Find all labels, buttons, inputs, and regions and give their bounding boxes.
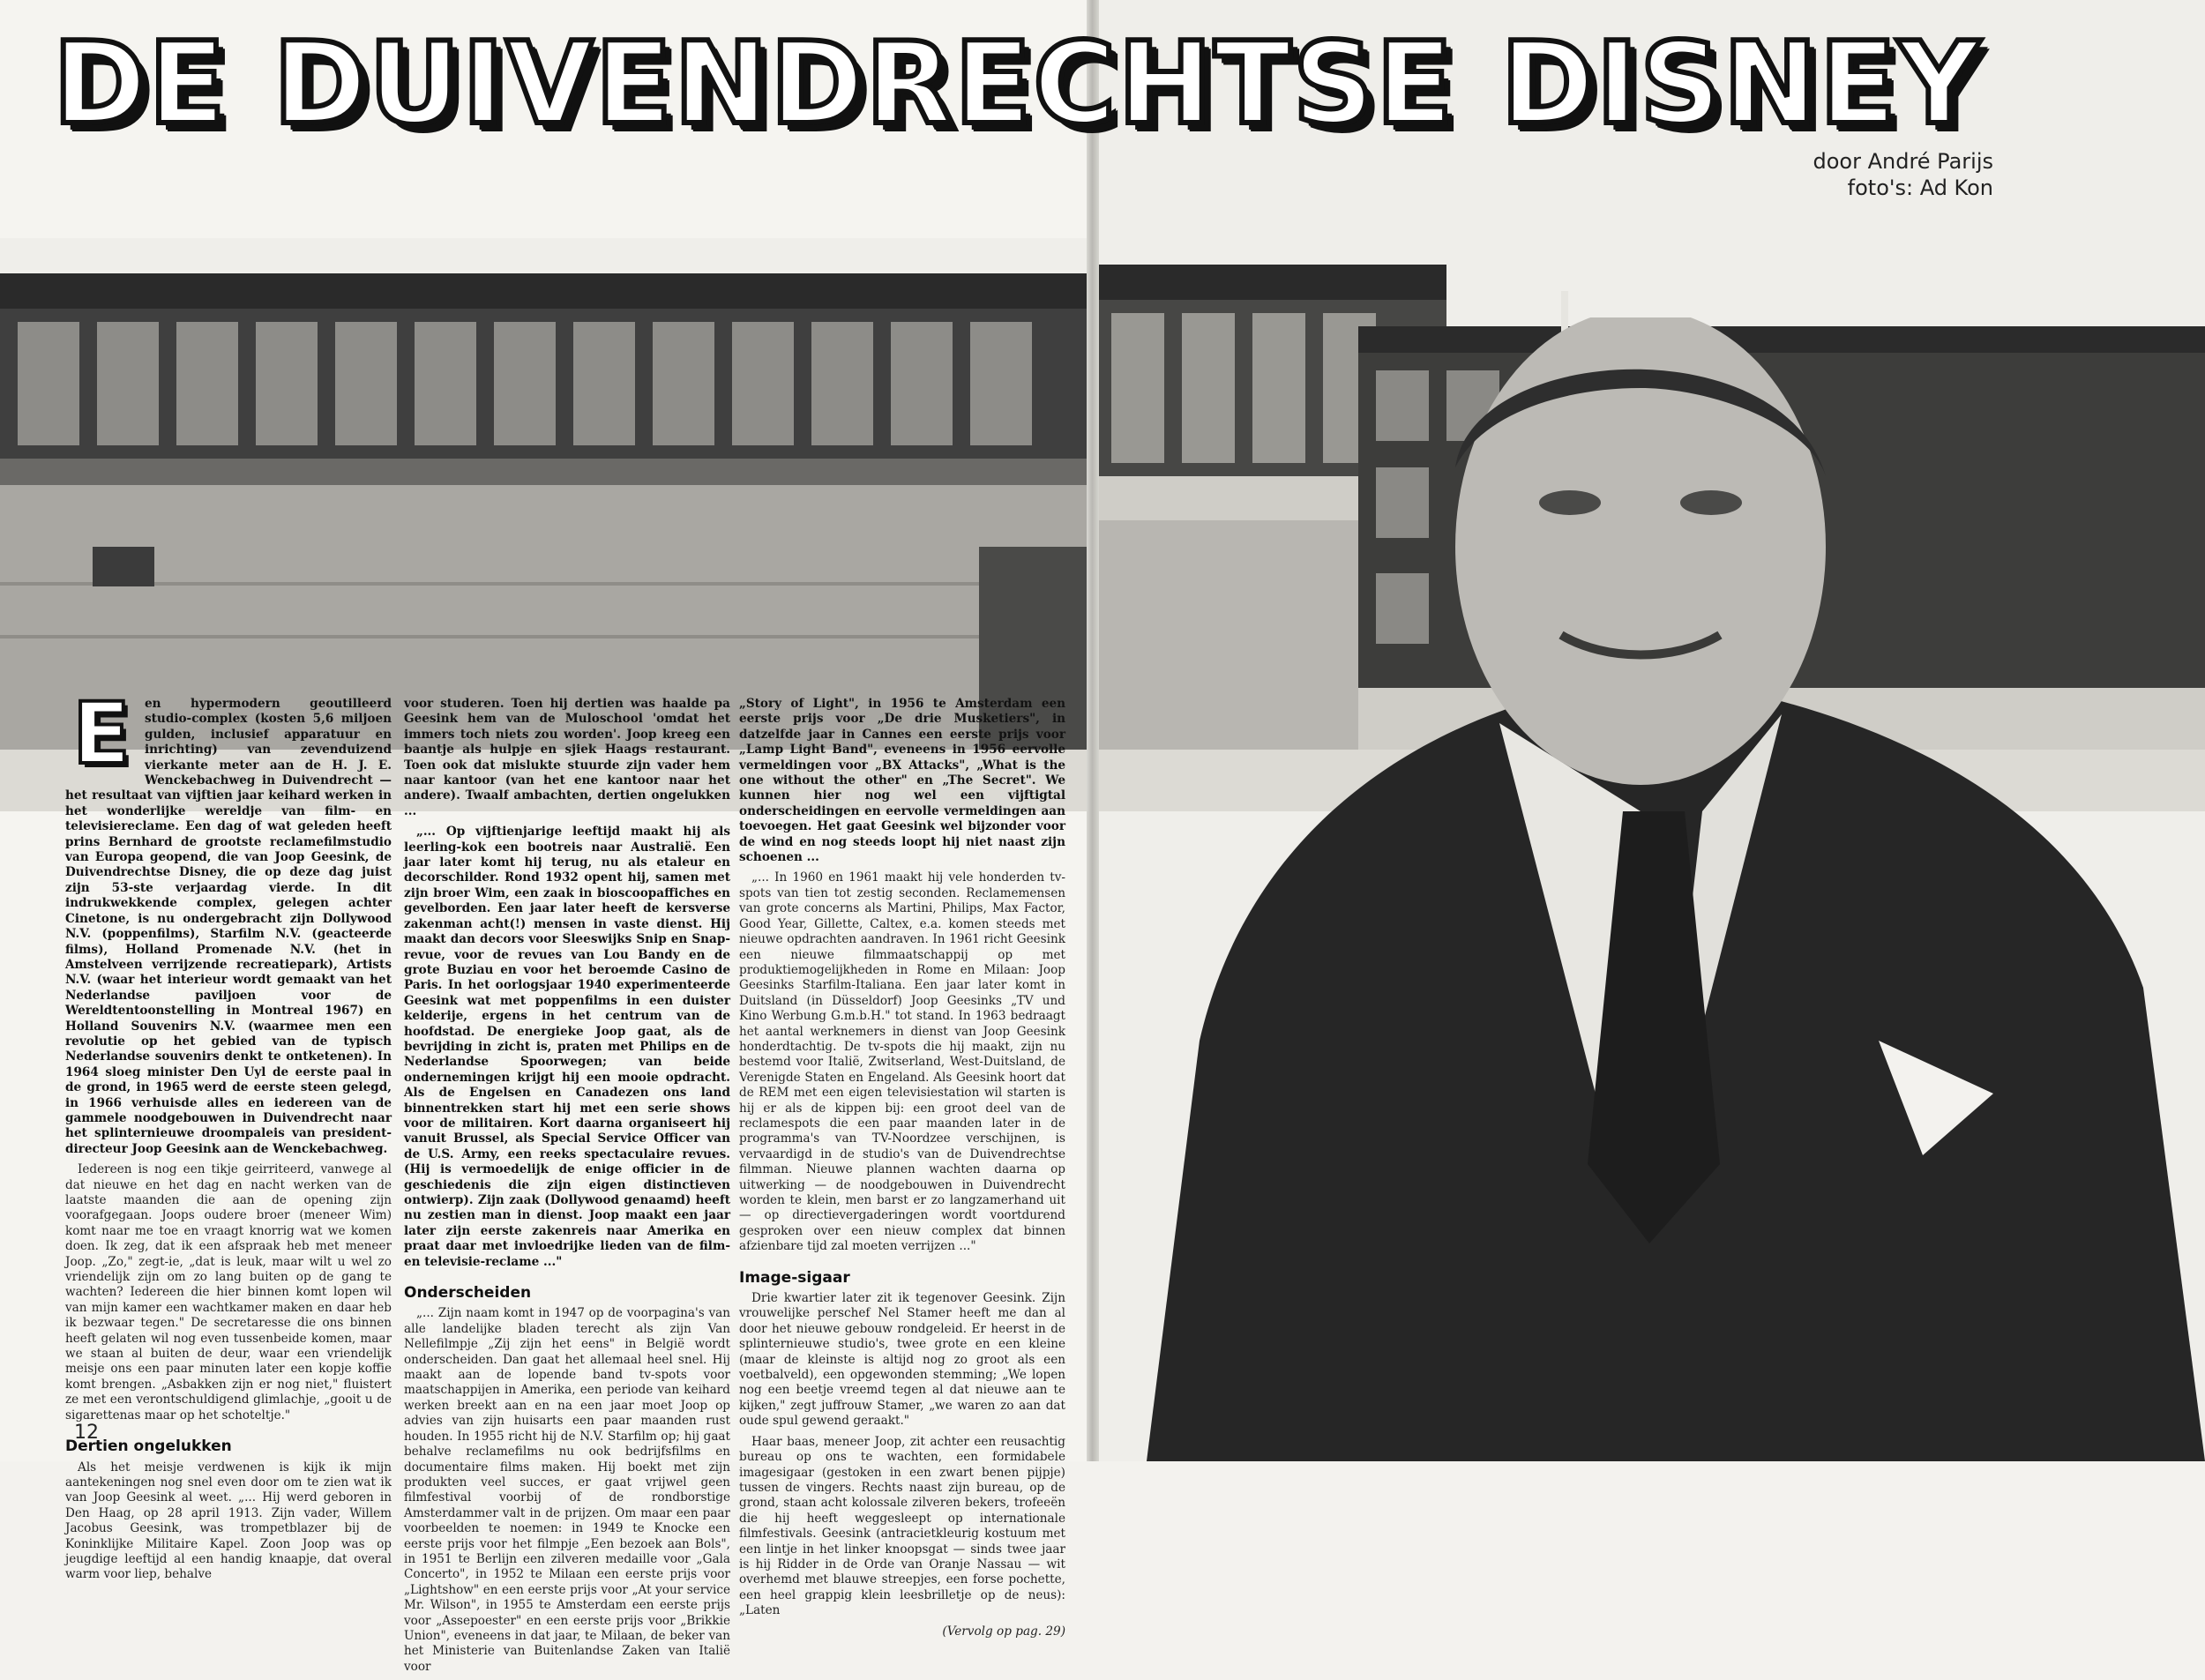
subheading-dertien-ongelukken: Dertien ongelukken (65, 1437, 232, 1456)
article-column-3 (739, 697, 1065, 1645)
article-paragraph: Haar baas, meneer Joop, zit achter een reusachtig bureau op ons te wachten, een formidabele imagesigaar (gestoken in een zwart benen pijpje) tussen de vingers. Rechts naast zijn bureau, op de grond, staan acht kolossale zilveren bekers, trofeeën die hij heeft weggesleept op internationale filmfestivals. Geesink (antracietkleurig kostuum met een lintje in het linker knoopsgat — sinds twee jaar is hij Ridder in de Orde van Oranje Nassau — wit overhemd met blauwe streepjes, een forse pochette, een heel grappig klein leesbrilletje op de neus): „Laten (739, 1434, 1065, 1618)
headline-word-disney: DISNEY (1500, 19, 1982, 150)
dropcap: E (72, 684, 131, 783)
article-paragraph: „... Op vijftienjarige leeftijd maakt hij als leerling-kok een bootreis naar Australië. Een jaar later komt hij terug, nu als etaleur en decorschilder. Rond 1932 opent hij, samen met zijn broer Wim, een zaak in bioscoopaffiches en gevelborden. Een jaar later heeft de kersverse zakenman acht(!) mensen in vaste dienst. Hij maakt dan decors voor Sleeswijks Snip en Snap-revue, voor de revues van Lou Bandy en de grote Buziau en voor het beroemde Casino de Paris. In het oorlogsjaar 1940 experimenteerde Geesink wat met poppenfilms in een duister kelderije, ergens in het centrum van de hoofdstad. De energieke Joop gaat, als de bevrijding in zicht is, praten met Philips en de Nederlandse Spoorwegen; van beide ondernemingen krijgt hij een mooie opdracht. Als de Engelsen en Canadezen ons land binnentrekken start hij met een serie shows voor de militairen. Kort daarna organiseert hij vanuit Brussel, als Special Service Officer van de U.S. Army, een reeks spectaculaire revues. (Hij is vermoedelijk de enige officier in de geschiedenis die zijn eigen distinctieven ontwierp). Zijn zaak (Dollywood genaamd) heeft nu zestien man in dienst. Joop maakt een jaar later zijn eerste zakenreis naar Amerika en praat daar met invloedrijke lieden van de film- en televisie-reclame ..." (404, 825, 730, 1269)
article-intro: en hypermodern geoutilleerd studio-complex (kosten 5,6 miljoen gulden, inclusief apparatuur en inrichting) van zevenduizend vierkante meter aan de H. J. E. Wenckebachweg in Duivendrecht — het resultaat van vijftien jaar keihard werken in het wonderlijke wereldje van film- en televisiereclame. Een dag of wat geleden heeft prins Bernhard de grootste reclamefilmstudio van Europa geopend, die van Joop Geesink, de Duivendrechtse Disney, die op deze dag juist zijn 53-ste verjaardag vierde. In dit indrukwekkende complex, gelegen achter Cinetone, is nu ondergebracht zijn Dollywood N.V. (poppenfilms), Starfilm N.V. (geacteerde films), Holland Promenade N.V. (het in Amstelveen verrijzende recreatiepark), Artists N.V. (waar het interieur wordt gemaakt van het Nederlandse paviljoen voor de Wereldtentoonstelling in Montreal 1967) en Holland Souvenirs N.V. (waarmee men een revolutie op het gebied van de typisch Nederlandse souvenirs denkt te ontketenen). In 1964 sloeg minister Den Uyl de eerste paal in de grond, in 1965 werd de eerste steen gelegd, in 1966 verhuisde alles en iedereen van de gammele noodgebouwen in Duivendrecht naar het splinternieuwe droompaleis van president-directeur Joop Geesink aan de Wenckebachweg. (65, 697, 392, 1156)
article-paragraph: Als het meisje verdwenen is kijk ik mijn aantekeningen nog snel even door om te zien wat ik van Joop Geesink al weet. „... Hij werd geboren in Den Haag, op 28 april 1913. Zijn vader, Willem Jacobus Geesink, was trompetblazer bij de Koninklijke Militaire Kapel. Zoon Joop was op jeugdige leeftijd al een handig knaapje, dat overal warm voor liep, behalve (65, 1460, 392, 1582)
continued-note: (Vervolg op pag. 29) (942, 1624, 1065, 1639)
article-paragraph: voor studeren. Toen hij dertien was haalde pa Geesink hem van de Muloschool 'omdat het immers toch niets zou worden'. Joop kreeg een baantje als hulpje en sjiek Haags restaurant. Toen ook dat mislukte stuurde zijn vader hem naar kantoor (van het ene kantoor naar het andere). Twaalf ambachten, dertien ongelukken ... (404, 697, 730, 818)
article-column-1 (65, 684, 392, 1588)
headline-word-duivendrechtse: DUIVENDRECHTSE (273, 19, 1455, 150)
page-number: 12 (74, 1422, 99, 1444)
subheading-onderscheiden: Onderscheiden (404, 1284, 532, 1303)
headline-word-de: DE (53, 19, 228, 150)
article-paragraph: Drie kwartier later zit ik tegenover Geesink. Zijn vrouwelijke perschef Nel Stamer heeft me dan al door het nieuwe gebouw rondgeleid. Er heerst in de splinternieuwe studio's, twee grote en een kleine (maar de kleinste is altijd nog zo groot als een voetbalveld), een opgewonden stemming; „We lopen nog een beetje vreemd tegen al dat nieuwe aan te kijken," zegt juffrouw Stamer, „we waren zo aan dat oude spul gewend geraakt." (739, 1291, 1065, 1429)
portrait-photo (1147, 317, 2205, 1461)
byline-author: door André Parijs (1813, 149, 1993, 174)
article-paragraph: „... In 1960 en 1961 maakt hij vele honderden tv-spots van tien tot zestig seconden. Reclamemensen van grote concerns als Martini, Philips, Max Factor, Good Year, Gillette, Caltex, e.a. komen steeds met nieuwe opdrachten aandraven. In 1961 richt Geesink een nieuwe filmmaatschappij op met produktiemogelijkheden in Rome en Milaan: Joop Geesinks Starfilm-Italiana. Een jaar later komt in Duitsland (in Düsseldorf) Joop Geesinks „TV und Kino Werbung G.m.b.H." tot stand. In 1963 bedraagt het aantal werknemers in dienst van Joop Geesink honderdtachtig. De tv-spots die hij maakt, zijn nu bestemd voor Italië, Zwitserland, West-Duitsland, de Verenigde Staten en Engeland. Als Geesink hoort dat de REM met een eigen televisiestation wil starten is hij er als de kippen bij: een groot deel van de reclamespots die een paar maanden later in de programma's van TV-Noordzee verschijnen, is vervaardigd in de studio's van de Duivendrechtse filmman. Nieuwe plannen wachten daarna op uitwerking — de noodgebouwen in Duivendrecht worden te klein, men barst er zo langzamerhand uit — op directievergaderingen wordt voortdurend gesproken over een nieuw complex dat binnen afzienbare tijd zal moeten verrijzen ..." (739, 870, 1065, 1254)
byline (1813, 148, 1993, 201)
article-paragraph: „Story of Light", in 1956 te Amsterdam een eerste prijs voor „De drie Musketiers", in datzelfde jaar in Cannes een eerste prijs voor „Lamp Light Band", eveneens in 1956 eervolle vermeldingen voor „BX Attacks", „What is the one without the other" en „The Secret". We kunnen hier nog wel een vijftigtal onderscheidingen en eervolle vermeldingen aan toevoegen. Het gaat Geesink wel bijzonder voor de wind en nog steeds loopt hij niet naast zijn schoenen ... (739, 697, 1065, 865)
article-paragraph: „... Zijn naam komt in 1947 op de voorpagina's van alle landelijke bladen terecht als zijn Van Nellefilmpje „Zij zijn het eens" in België wordt onderscheiden. Dan gaat het allemaal heel snel. Hij maakt aan de lopende band tv-spots voor maatschappijen in Amerika, een periode van keihard werken breekt aan en na een jaar moet Joop op advies van zijn huisarts een paar maanden rust houden. In 1955 richt hij de N.V. Starfilm op; hij gaat behalve reclamefilms nu ook bedrijfsfilms en documentaire films maken. Hij boekt met zijn produkten veel succes, er gaat vrijwel geen filmfestival voorbij of de rondborstige Amsterdammer valt in de prijzen. Om maar een paar voorbeelden te noemen: in 1949 te Knocke een eerste prijs voor het filmpje „Een bezoek aan Bols", in 1951 te Berlijn een zilveren medaille voor „Gala Concerto", in 1952 te Milaan een eerste prijs voor „Lightshow" en een eerste prijs voor „At your service Mr. Wilson", in 1955 te Amsterdam een eerste prijs voor „Assepoester" en een eerste prijs voor „Brikkie Union", eveneens in dat jaar, te Milaan, de beker van het Ministerie van Buitenlandse Zaken van Italië voor (404, 1306, 730, 1674)
byline-photos: foto's: Ad Kon (1847, 175, 1993, 200)
page-gutter (1087, 0, 1099, 1461)
subheading-image-sigaar: Image-sigaar (739, 1268, 850, 1287)
article-column-2 (404, 697, 730, 1680)
article-paragraph: Iedereen is nog een tikje geirriteerd, vanwege al dat nieuwe en het dag en nacht werken van de laatste maanden die aan de opening zijn voorafgegaan. Joops oudere broer (meneer Wim) komt naar me toe en vraagt knorrig wat we komen doen. Ik zeg, dat ik een afspraak heb met meneer Joop. „Zo," zegt-ie, „dat is leuk, maar wilt u wel zo vriendelijk zijn om zo lang buiten op de gang te wachten? Iedereen die hier binnen komt lopen wil van mijn kamer een wachtkamer maken en daar heb ik bezwaar tegen." De secretaresse die ons binnen heeft gelaten wil nog even tussenbeide komen, maar we staan al buiten de deur, waar een vriendelijk meisje ons een paar minuten later een kopje koffie komt brengen. „Asbakken zijn er nog niet," fluistert ze met een verontschuldigend glimlachje, „gooit u de sigarettenas maar op het schoteltje." (65, 1162, 392, 1422)
headline (53, 19, 1982, 150)
